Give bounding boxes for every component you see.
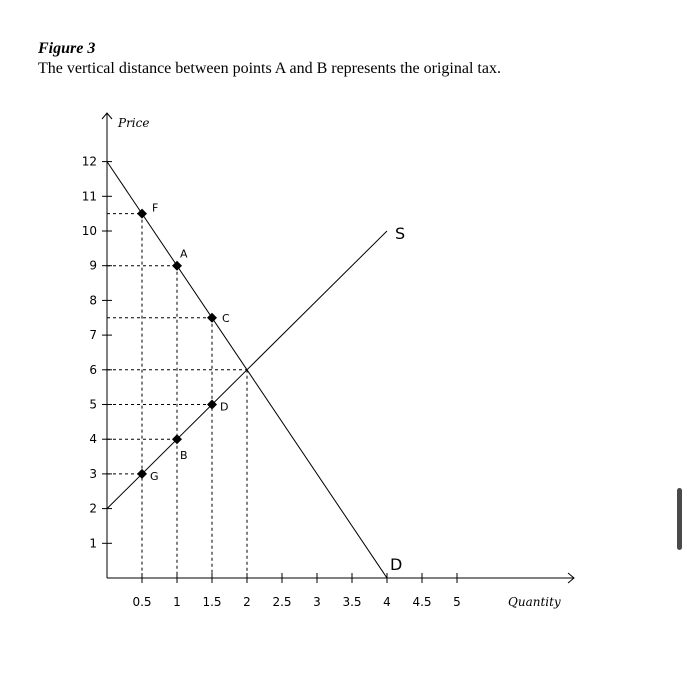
x-tick-label: 4 [383, 595, 391, 609]
x-tick-label: 3.5 [342, 595, 362, 609]
y-axis-label: Price [118, 116, 150, 130]
point-label-d: D [220, 400, 229, 414]
x-tick-label: 3 [313, 595, 321, 609]
y-tick-label: 2 [89, 501, 97, 516]
axes [102, 113, 574, 583]
y-tick-label: 11 [81, 189, 97, 204]
y-tick-label: 6 [89, 362, 97, 377]
x-tick-label: 1.5 [202, 595, 222, 609]
y-tick-label: 10 [81, 224, 97, 238]
x-axis-label: Quantity [508, 595, 561, 609]
x-tick-label: 1 [173, 595, 181, 609]
scrollbar[interactable] [677, 488, 682, 550]
x-tick-label: 2.5 [272, 595, 292, 609]
y-tick-label: 1 [89, 536, 97, 551]
y-tick-label: 8 [89, 293, 97, 308]
y-tick-label: 5 [89, 397, 97, 412]
point-label-g: G [150, 469, 159, 483]
x-tick-label: 4.5 [412, 595, 432, 609]
demand-curve-label: D [390, 555, 403, 574]
point-a [172, 261, 182, 271]
x-tick-label: 2 [243, 595, 251, 609]
point-label-f: F [152, 201, 159, 215]
ticks [82, 155, 461, 609]
points [137, 202, 230, 483]
y-tick-label: 4 [89, 432, 97, 447]
y-tick-label: 3 [89, 466, 97, 481]
supply-curve-label: S [395, 224, 406, 243]
x-tick-label: 5 [453, 595, 461, 609]
point-f [137, 209, 147, 219]
y-tick-label: 12 [81, 154, 97, 169]
figure-title: Figure 3 [38, 40, 96, 57]
x-tick-label: 0.5 [132, 595, 152, 609]
point-c [207, 313, 217, 323]
point-label-b: B [180, 449, 188, 463]
point-label-c: C [222, 311, 230, 325]
y-tick-label: 7 [89, 328, 97, 343]
y-tick-label: 9 [89, 258, 97, 273]
figure-caption: The vertical distance between points A and B represents the original tax. [38, 60, 501, 77]
point-label-a: A [180, 247, 188, 261]
